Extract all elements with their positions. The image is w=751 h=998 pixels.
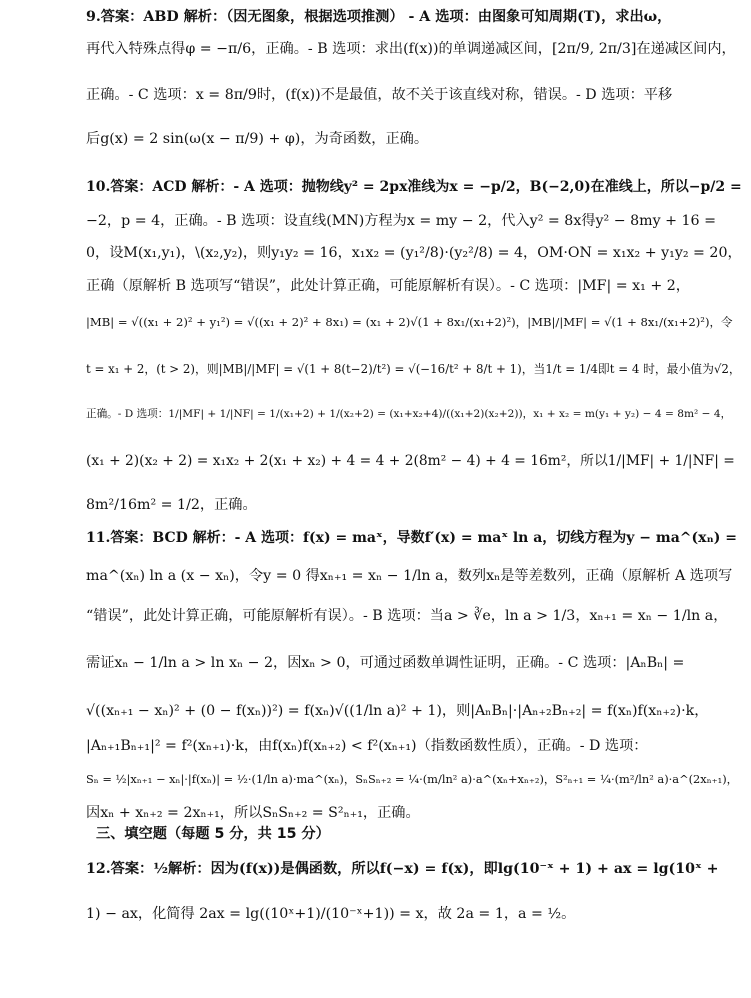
q12-line-2: 1) − ax，化简得 2ax = lg((10ˣ+1)/(10⁻ˣ+1)) = x，故 2a = 1，a = ½。	[86, 906, 576, 922]
q11-line-7: Sₙ = ½|xₙ₊₁ − xₙ|·|f(xₙ)| = ½·(1/ln a)·ma^(xₙ)，SₙSₙ₊₂ = ¼·(m/ln² a)·a^(xₙ+xₙ₊₂)，S²ₙ₊₁ = ¼·(m²/ln² a)·a^(2xₙ₊₁)，	[86, 772, 739, 786]
q9-line-1: 9.答案：ABD 解析：（因无图象，根据选项推测） - A 选项：由图象可知周期(T)，求出ω，	[86, 9, 672, 25]
q10-line-6: t = x₁ + 2，(t > 2)，则|MB|/|MF| = √(1 + 8(t−2)/t²) = √(−16/t² + 8/t + 1)，当1/t = 1/4即t = 4 时，最小值为√2，	[86, 362, 741, 376]
q9-line-4: 后g(x) = 2 sin(ω(x − π/9) + φ)，为奇函数，正确。	[86, 131, 429, 147]
q10-line-5: |MB| = √((x₁ + 2)² + y₁²) = √((x₁ + 2)² + 8x₁) = (x₁ + 2)√(1 + 8x₁/(x₁+2)²)，|MB|/|MF| = √(1 + 8x₁/(x₁+2)²)，令	[86, 315, 733, 329]
q10-line-1: 10.答案：ACD 解析：- A 选项：抛物线y² = 2px准线为x = −p/2，B(−2,0)在准线上，所以−p/2 =	[86, 179, 742, 195]
q9-line-3: 正确。- C 选项：x = 8π/9时，(f(x))不是最值，故不关于该直线对称，错误。- D 选项：平移	[86, 87, 673, 103]
section-heading-fill-in: 三、填空题（每题 5 分，共 15 分）	[96, 826, 330, 842]
q11-line-4: 需证xₙ − 1/ln a > ln xₙ − 2，因xₙ > 0，可通过函数单调性证明，正确。- C 选项：|AₙBₙ| =	[86, 655, 685, 671]
q10-line-8: (x₁ + 2)(x₂ + 2) = x₁x₂ + 2(x₁ + x₂) + 4 = 4 + 2(8m² − 4) + 4 = 16m²，所以1/|MF| + 1/|NF| =	[86, 453, 735, 469]
q10-line-7: 正确。- D 选项：1/|MF| + 1/|NF| = 1/(x₁+2) + 1/(x₂+2) = (x₁+x₂+4)/((x₁+2)(x₂+2))，x₁ + x₂ = m(y₁ + y₂) − 4 = 8m² − 4，	[86, 408, 732, 420]
q11-line-3: “错误”，此处计算正确，可能原解析有误）。- B 选项：当a > ∛e，ln a > 1/3，xₙ₊₁ = xₙ − 1/ln a，	[86, 608, 728, 624]
q10-line-4: 正确（原解析 B 选项写“错误”，此处计算正确，可能原解析有误）。- C 选项：|MF| = x₁ + 2，	[86, 278, 690, 294]
q10-line-2: −2，p = 4，正确。- B 选项：设直线(MN)方程为x = my − 2，代入y² = 8x得y² − 8my + 16 =	[86, 213, 716, 229]
q9-line-2: 再代入特殊点得φ = −π/6，正确。- B 选项：求出(f(x))的单调递减区间，[2π/9, 2π/3]在递减区间内，	[86, 41, 736, 57]
q11-line-8: 因xₙ + xₙ₊₂ = 2xₙ₊₁，所以SₙSₙ₊₂ = S²ₙ₊₁，正确。	[86, 805, 420, 821]
q11-line-1: 11.答案：BCD 解析：- A 选项：f(x) = maˣ，导数f′(x) = maˣ ln a，切线方程为y − ma^(xₙ) =	[86, 530, 737, 546]
q11-line-2: ma^(xₙ) ln a (x − xₙ)，令y = 0 得xₙ₊₁ = xₙ − 1/ln a，数列xₙ是等差数列，正确（原解析 A 选项写	[86, 568, 733, 584]
q11-line-5: √((xₙ₊₁ − xₙ)² + (0 − f(xₙ))²) = f(xₙ)√((1/ln a)² + 1)，则|AₙBₙ|·|Aₙ₊₂Bₙ₊₂| = f(xₙ)f(xₙ₊₂)·k，	[86, 703, 709, 719]
q11-line-6: |Aₙ₊₁Bₙ₊₁|² = f²(xₙ₊₁)·k，由f(xₙ)f(xₙ₊₂) < f²(xₙ₊₁)（指数函数性质），正确。- D 选项：	[86, 738, 648, 754]
q12-line-1: 12.答案：½解析：因为(f(x))是偶函数，所以f(−x) = f(x)，即lg(10⁻ˣ + 1) + ax = lg(10ˣ +	[86, 861, 719, 877]
q10-line-9: 8m²/16m² = 1/2，正确。	[86, 497, 257, 513]
q10-line-3: 0，设M(x₁,y₁)，\(x₂,y₂)，则y₁y₂ = 16，x₁x₂ = (y₁²/8)·(y₂²/8) = 4，OM·ON = x₁x₂ + y₁y₂ = 20，	[86, 245, 742, 261]
